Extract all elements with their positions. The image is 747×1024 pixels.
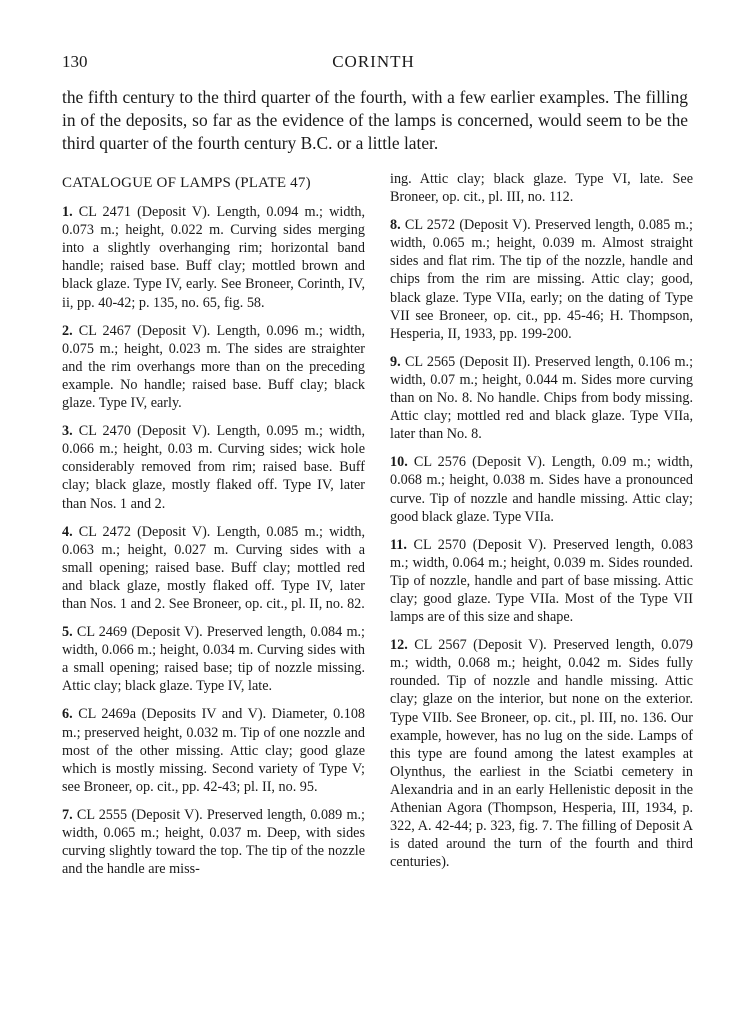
- intro-text: the fifth century to the third quarter of the fourth, with a few earlier examples. The filling in of the deposits, so far as the evidence of the lamps is concerned, would seem to be the third quarter of the fourth century: [62, 87, 688, 153]
- catalogue-entry: [390, 453, 693, 525]
- catalogue-entry: [62, 623, 365, 695]
- catalogue-title: CATALOGUE OF LAMPS (PLATE 47): [62, 175, 311, 191]
- catalogue-entry: [62, 422, 365, 512]
- catalogue-entry: [62, 322, 365, 412]
- left-column: [62, 172, 365, 888]
- entry-text: CL 2567 (Deposit V). Preserved length, 0.079 m.; width, 0.068 m.; height, 0.042 m. Sides fully rounded. Tip of nozzle and handle missing. Attic clay; glaze on the interior, but none on the exterior. Type VIIb. See Broneer, op. cit., pl. III, no. 136. Our example, however, has no lug on the side. Lamps of this type are found among the latest examples at Olynthus, the earliest in the Sciatbi cemetery in Alexandria and in an early Hellenistic deposit in the Athenian Agora (Thompson, Hesperia, III, 1934, p. 322, A. 42-44; p. 323, fig. 7. The filling of Deposit A is dated around the turn of the fourth and third centuries).: [390, 637, 694, 871]
- entry-text: CL 2576 (Deposit V). Length, 0.09 m.; width, 0.068 m.; height, 0.038 m. Sides have a pronounced curve. Tip of nozzle and handle missing. Attic clay; good black glaze. Type VIIa.: [390, 454, 694, 525]
- intro-era: B.C.: [300, 133, 333, 153]
- entry-text: CL 2469 (Deposit V). Preserved length, 0.084 m.; width, 0.066 m.; height, 0.034 m. Curving sides with a small opening; raised base; tip of nozzle missing. Attic clay; black glaze. Type IV, late.: [62, 624, 365, 695]
- entry-number: 9.: [390, 353, 401, 370]
- catalogue-entry: [62, 806, 365, 878]
- catalogue-entry: [62, 705, 365, 795]
- entry-text: CL 2572 (Deposit V). Preserved length, 0.085 m.; width, 0.065 m.; height, 0.039 m. Almost straight sides and flat rim. The tip of the nozzle, handle and chips from the rim are missing. Attic clay; good, black glaze. Type VIIa, early; on the dating of Type VII see Broneer, op. cit., pp. 45-46; H. Thompson, Hesperia, II, 1933, pp. 199-200.: [390, 217, 693, 342]
- entry-number: 2.: [62, 322, 73, 339]
- page-number: 130: [62, 52, 88, 71]
- entry-number: 10.: [390, 454, 408, 471]
- intro-tail: or a little later.: [332, 133, 439, 153]
- catalogue-entry: [390, 216, 693, 343]
- catalogue-entry: [390, 536, 693, 626]
- catalogue-entry: [62, 203, 365, 312]
- entry-number: 1.: [62, 204, 73, 221]
- entry-number: 11.: [390, 536, 407, 553]
- running-head: CORINTH: [332, 52, 415, 71]
- intro-paragraph: [62, 86, 688, 155]
- entry-text: CL 2472 (Deposit V). Length, 0.085 m.; width, 0.063 m.; height, 0.027 m. Curving sides with a small opening; raised base. Buff clay; mottled red and black glaze, mostly flaked off. Type IV, later than Nos. 1 and 2. See Broneer, op. cit., pl. II, no. 82.: [62, 523, 366, 612]
- entry-number: 7.: [62, 806, 73, 823]
- entry-number: 6.: [62, 706, 73, 723]
- catalogue-entry: [390, 636, 693, 871]
- catalogue-entry: [62, 523, 365, 613]
- right-column: [390, 170, 693, 881]
- entry-text: CL 2471 (Deposit V). Length, 0.094 m.; width, 0.073 m.; height, 0.022 m. Curving sides merging into a slightly overhanging rim; horizontal band handle; raised base. Buff clay; mottled brown and black glaze. Type IV, early. See Broneer, Corinth, IV, ii, pp. 40-42; p. 135, no. 65, fig. 58.: [62, 204, 366, 311]
- entry-text: CL 2470 (Deposit V). Length, 0.095 m.; width, 0.066 m.; height, 0.03 m. Curving sides; wick hole considerably removed from rim; raised base. Buff clay; black glaze, mostly flaked off. Type IV, later than Nos. 1 and 2.: [62, 423, 366, 512]
- entry-continuation: ing. Attic clay; black glaze. Type VI, late. See Broneer, op. cit., pl. III, no. 112.: [390, 171, 693, 206]
- entry-number: 3.: [62, 423, 73, 440]
- entry-number: 5.: [62, 624, 73, 641]
- entry-number: 4.: [62, 523, 73, 540]
- entry-text: CL 2565 (Deposit II). Preserved length, 0.106 m.; width, 0.07 m.; height, 0.044 m. Sides more curving than on No. 8. No handle. Chips from body missing. Attic clay; mottled red and black glaze. Type VIIa, later than No. 8.: [390, 353, 694, 443]
- entry-text: CL 2570 (Deposit V). Preserved length, 0.083 m.; width, 0.064 m.; height, 0.039 m. Sides rounded. Tip of nozzle, handle and part of base missing. Attic clay; good glaze. Type VIIa. Most of the Type VII lamps are of this size and shape.: [390, 536, 694, 626]
- entry-text: CL 2555 (Deposit V). Preserved length, 0.089 m.; width, 0.065 m.; height, 0.037 m. Deep, with sides curving slightly toward the top. The tip of the nozzle and the handle are miss-: [62, 806, 365, 878]
- entry-number: 8.: [390, 217, 401, 234]
- catalogue-entry: [390, 353, 693, 443]
- entry-text: CL 2467 (Deposit V). Length, 0.096 m.; width, 0.075 m.; height, 0.023 m. The sides are straighter and the rim overhangs more than on the preceding example. No handle; raised base. Buff clay; black glaze. Type IV, early.: [62, 322, 366, 412]
- entry-text: CL 2469a (Deposits IV and V). Diameter, 0.108 m.; preserved height, 0.032 m. Tip of one nozzle and most of the other missing. Attic clay; good glaze which is mostly missing. Second variety of Type V; see Broneer, op. cit., pp. 42-43; pl. II, no. 95.: [62, 706, 366, 795]
- entry-number: 12.: [390, 637, 408, 654]
